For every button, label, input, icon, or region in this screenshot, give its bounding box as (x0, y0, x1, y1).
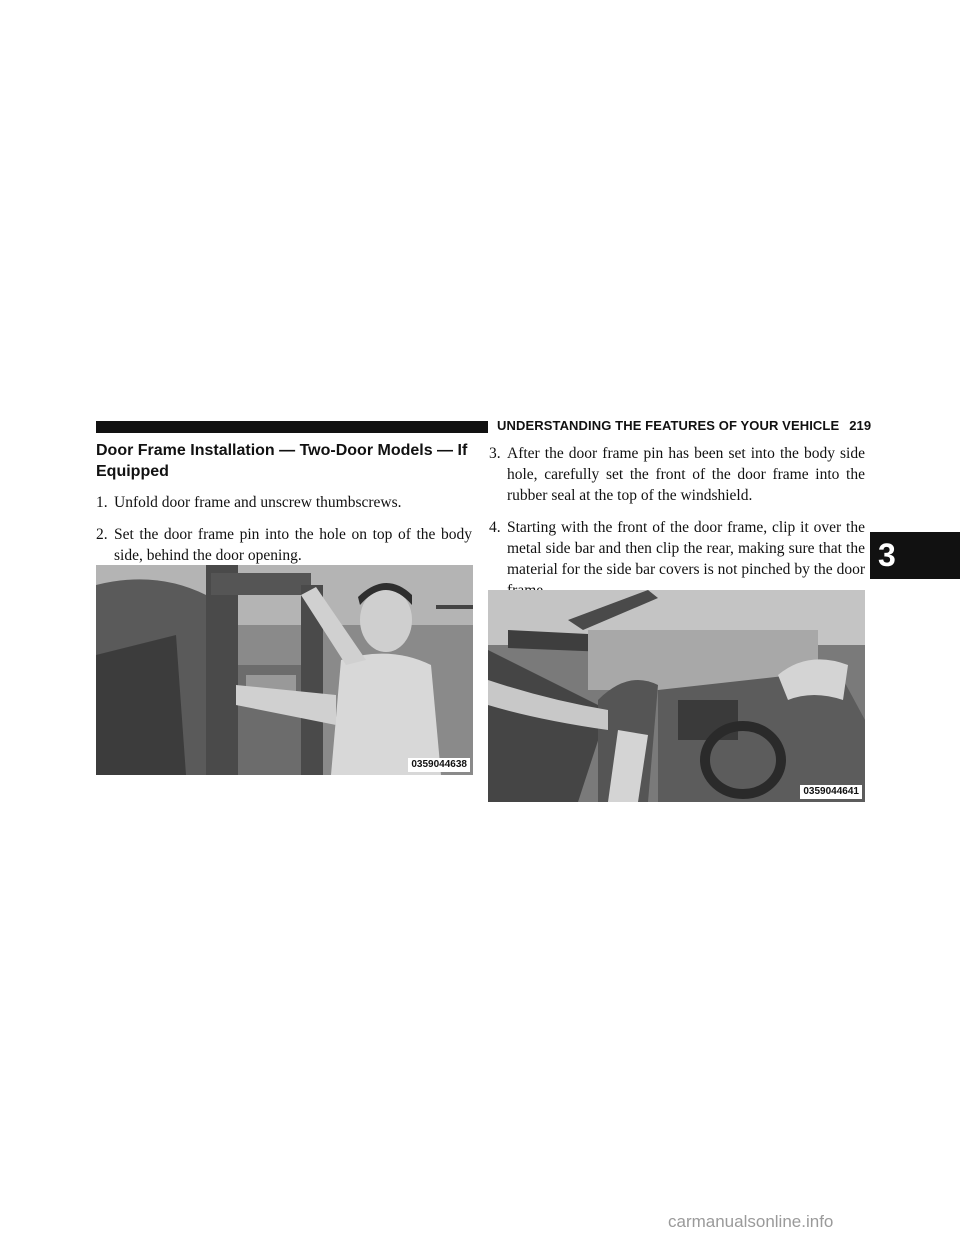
step-3: 3. After the door frame pin has been set into the body side hole, carefully set the front of the door frame into the rubber seal at the top of the windshield. (489, 445, 865, 504)
step-4: 4. Starting with the front of the door frame, clip it over the metal side bar and then clip the rear, making sure that the material for the side bar covers is not pinched by the door (489, 519, 865, 578)
running-header (497, 418, 871, 433)
figure-door-frame-clip (488, 590, 865, 802)
step-2: 2. Set the door frame pin into the hole on top of the body side, behind the door opening. (96, 526, 472, 564)
step-1: 1. Unfold door frame and unscrew thumbscrews. (96, 494, 402, 511)
section-title: UNDERSTANDING THE FEATURES OF YOUR VEHICLE (497, 418, 840, 433)
figure-code: 0359044641 (800, 785, 862, 799)
right-column (489, 443, 865, 612)
section-tab: 3 (870, 532, 960, 579)
page-number: 219 (849, 418, 872, 433)
illustration-man-installing-frame (96, 565, 473, 775)
left-column (96, 440, 472, 577)
illustration-clipping-frame (488, 590, 865, 802)
header-rule (96, 421, 488, 433)
figure-door-frame-pin (96, 565, 473, 775)
figure-code: 0359044638 (408, 758, 470, 772)
section-heading: Door Frame Installation — Two-Door Models — If Equipped (96, 442, 468, 480)
watermark: carmanualsonline.info (668, 1212, 834, 1231)
